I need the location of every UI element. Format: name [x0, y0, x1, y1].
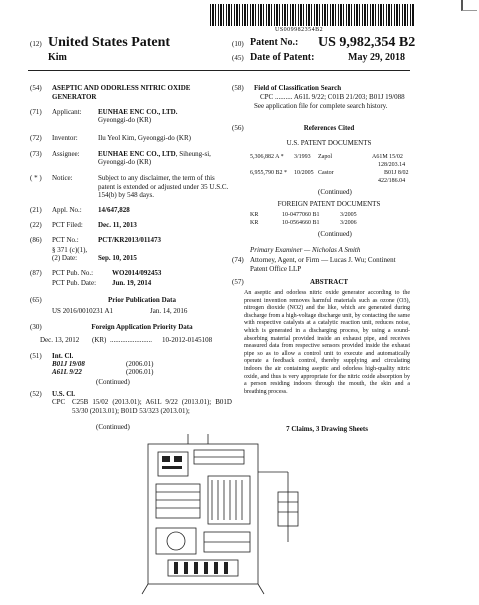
primary-examiner: Primary Examiner — Nicholas A Smith: [250, 246, 361, 254]
continued-note: (Continued): [96, 378, 130, 386]
ref-class: B01J 8/02: [384, 170, 409, 176]
code-57: (57): [232, 278, 244, 286]
code-52: (52): [30, 390, 42, 398]
country-title: United States Patent: [48, 35, 171, 50]
attorney: Attorney, Agent, or Firm — Lucas J. Wu; Continent Patent Office LLP: [250, 256, 396, 273]
assignee-rest: Siheung-si,: [179, 150, 211, 158]
continued-note: (Continued): [318, 188, 352, 196]
field-see: See application file for complete search history.: [254, 102, 388, 110]
intcl-date: (2006.01): [126, 360, 154, 368]
pct-no: PCT/KR2013/011473: [98, 236, 162, 244]
inventor-value: Ilu Yeol Kim, Gyeonggi-do (KR): [98, 134, 191, 142]
ref-date: 10/2005: [294, 170, 314, 176]
intcl-row: [52, 368, 82, 377]
corner-mark: [461, 0, 477, 11]
code-74: (74): [232, 256, 244, 264]
code-86: (86): [30, 236, 42, 244]
ref-class2: 422/186.04: [378, 178, 406, 184]
ref-class: A61M 15/02: [372, 154, 403, 160]
code-51: (51): [30, 352, 42, 360]
code-notice: ( * ): [30, 174, 42, 182]
barcode: [210, 4, 415, 26]
foreign-ref-country: KR: [250, 220, 259, 226]
fp-dots: ........................: [110, 336, 152, 344]
header-rule: [28, 70, 410, 71]
patent-no-label: Patent No.:: [250, 37, 299, 48]
fp-date: Dec. 13, 2012: [40, 336, 80, 344]
continued-note: (Continued): [318, 230, 352, 238]
code-54: (54): [30, 84, 42, 92]
ref-name: Zapol: [318, 154, 332, 160]
device-housing: [148, 444, 258, 584]
pct-filed: Dec. 11, 2013: [98, 221, 137, 229]
pct-filed-label: PCT Filed:: [52, 221, 83, 229]
patent-title: ASEPTIC AND ODORLESS NITRIC OXIDE GENERATOR: [52, 84, 191, 101]
code-30: (30): [30, 323, 42, 331]
code-56: (56): [232, 124, 244, 132]
pct-pub-date-label: PCT Pub. Date:: [52, 279, 97, 287]
prior-date: Jan. 14, 2016: [150, 307, 188, 315]
assignee-line: EUNHAE ENC CO., LTD, Siheung-si,: [98, 150, 211, 158]
appl-label: Appl. No.:: [52, 206, 82, 214]
code-45: (45): [232, 54, 244, 62]
uscl-label: U.S. Cl.: [52, 390, 75, 398]
field-cpc: CPC .......... A61L 9/22; C01B 21/203; B01J 19/088: [260, 93, 405, 101]
foreign-ref-date: 3/2006: [340, 220, 357, 226]
cpc-label: CPC: [52, 398, 66, 406]
intcl-code: A61L 9/22: [52, 368, 82, 376]
fp-no: 10-2012-0145108: [162, 336, 213, 344]
code-12: (12): [30, 40, 42, 48]
assignee-name: EUNHAE ENC CO., LTD: [98, 150, 176, 158]
refs-heading: References Cited: [303, 124, 355, 132]
applicant-city: Gyeonggi-do (KR): [98, 116, 152, 124]
us-docs-heading: U.S. PATENT DOCUMENTS: [286, 139, 372, 147]
inventor-label: Inventor:: [52, 134, 78, 142]
abstract-text: An aseptic and odorless nitric oxide generator according to the present invention removes harmful materials such as ozone (O3), nitrogen dioxide (NO2) and the like, which are generated during discharge from a high-voltage discharge unit, by contacting the same with respective catalysts at a catalytic reaction unit, reduces noise, which is generated in a discharging process, by using a sound-absorbing material provided inside an exhaust pipe, and receives measured data from respective sensors provided inside the exhaust pipe so as to allow a control unit to execute and automatically operate a feedback control, thereby supplying and circulating indoors the air containing aseptic and odorless high-quality nitric oxide, and thus is very appropriate for the nitric oxide absorption by a person residing indoors through the mouth, the skin and a breathing process.: [244, 290, 410, 395]
field-heading: Field of Classification Search: [254, 84, 342, 92]
assignee-label: Assignee:: [52, 150, 80, 158]
ref-number: 6,955,790 B2 *: [250, 170, 288, 176]
barcode-number: US009982354B2: [275, 27, 324, 33]
appl-no: 14/647,828: [98, 206, 130, 214]
pct-pub-no: WO2014/092453: [112, 269, 162, 277]
intcl-date: (2006.01): [126, 368, 154, 376]
claims-count: 7 Claims, 3 Drawing Sheets: [286, 425, 368, 433]
foreign-docs-heading: FOREIGN PATENT DOCUMENTS: [277, 200, 381, 208]
pct-no-label: PCT No.:: [52, 236, 79, 244]
continued-note: (Continued): [96, 423, 130, 431]
s371-label: § 371 (c)(1),: [52, 246, 88, 254]
ref-number: 5,306,882 A *: [250, 154, 284, 160]
code-21: (21): [30, 206, 42, 214]
notice-label: Notice:: [52, 174, 73, 182]
foreign-ref-country: KR: [250, 212, 259, 218]
code-87: (87): [30, 269, 42, 277]
code-22: (22): [30, 221, 42, 229]
applicant-name: EUNHAE ENC CO., LTD.: [98, 108, 178, 116]
notice-text: Subject to any disclaimer, the term of this patent is extended or adjusted under 35 U.S.C. 154(b) by 548 days.: [98, 174, 229, 200]
code-10: (10): [232, 40, 244, 48]
cpc-text: C25B 15/02 (2013.01); A61L 9/22 (2013.01); B01D 53/30 (2013.01); B01D 53/323 (2013.01);: [72, 398, 232, 415]
inventor-short: Kim: [48, 52, 67, 63]
assignee-city: Gyeonggi-do (KR): [98, 158, 152, 166]
ref-name: Castor: [318, 170, 334, 176]
fp-country: (KR): [92, 336, 107, 344]
foreign-heading: Foreign Application Priority Data: [91, 323, 193, 331]
patent-date: May 29, 2018: [348, 52, 405, 63]
intcl-code: B01J 19/08: [52, 360, 85, 368]
prior-no: US 2016/0010231 A1: [52, 307, 114, 315]
code-71: (71): [30, 108, 42, 116]
prior-heading: Prior Publication Data: [108, 296, 176, 304]
code-72: (72): [30, 134, 42, 142]
patent-number: US 9,982,354 B2: [318, 35, 416, 50]
s371-date-label: (2) Date:: [52, 254, 78, 262]
pct-pub-date: Jun. 19, 2014: [112, 279, 152, 287]
s371-date: Sep. 10, 2015: [98, 254, 137, 262]
ref-class2: 128/203.14: [378, 162, 406, 168]
ref-date: 3/1993: [294, 154, 311, 160]
date-label: Date of Patent:: [250, 52, 315, 63]
code-73: (73): [30, 150, 42, 158]
abstract-heading: ABSTRACT: [309, 278, 349, 286]
pct-pub-label: PCT Pub. No.:: [52, 269, 94, 277]
code-58: (58): [232, 84, 244, 92]
intcl-label: Int. Cl.: [52, 352, 74, 360]
code-65: (65): [30, 296, 42, 304]
foreign-ref-date: 3/2005: [340, 212, 357, 218]
foreign-ref-number: 10-0564660 B1: [282, 220, 320, 226]
patent-drawing: [138, 432, 318, 602]
applicant-label: Applicant:: [52, 108, 82, 116]
foreign-ref-number: 10-0477060 B1: [282, 212, 320, 218]
